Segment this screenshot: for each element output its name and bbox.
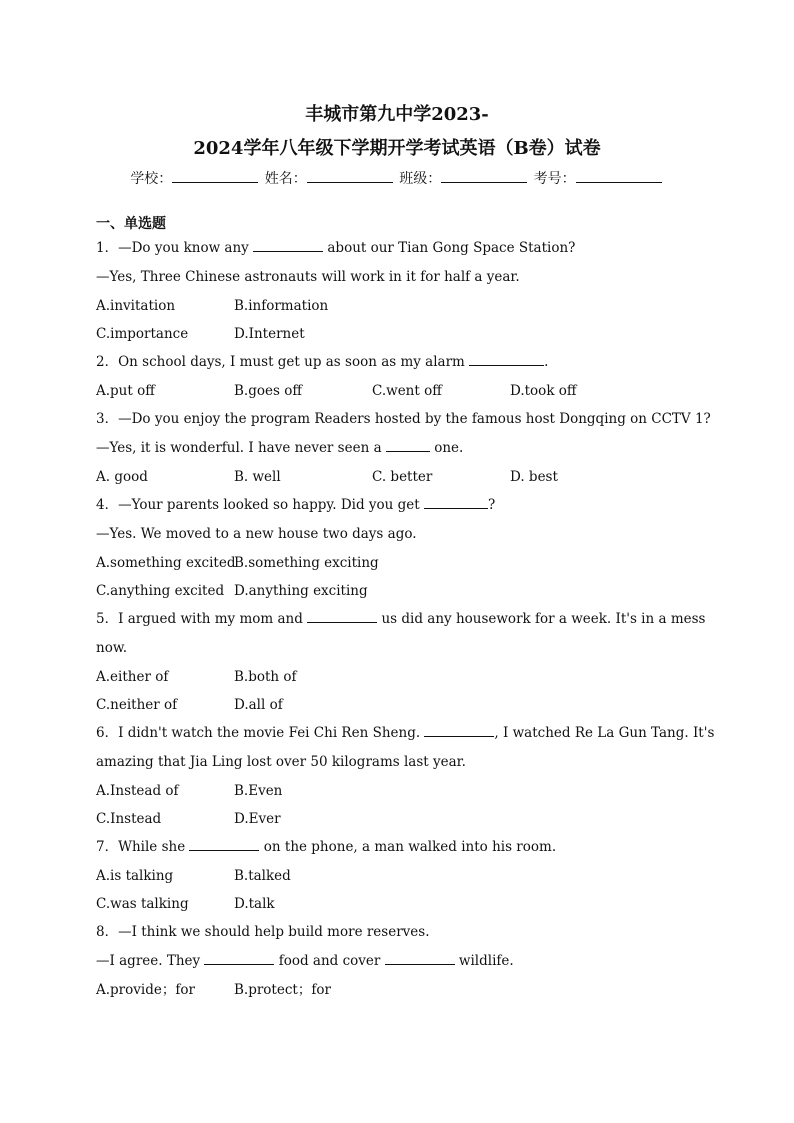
question-8: 8．—I think we should help build more reserves.	[96, 924, 430, 940]
option-b: B.both of	[234, 669, 297, 685]
question-3-options	[96, 463, 698, 491]
question-6-continued: amazing that Jia Ling lost over 50 kilograms last year.	[96, 754, 466, 770]
question-5-continued: now.	[96, 640, 128, 656]
question-1-options-2	[96, 320, 698, 348]
option-d: D.all of	[234, 697, 283, 713]
option-c: C.went off	[372, 383, 442, 399]
answer-blank	[307, 608, 377, 623]
answer-blank	[189, 836, 259, 851]
option-d: D.Ever	[234, 811, 281, 827]
option-d: D. best	[510, 469, 558, 485]
option-a: A.put off	[96, 383, 155, 399]
question-4-reply: —Yes. We moved to a new house two days ago.	[96, 526, 417, 542]
option-d: D.took off	[510, 383, 577, 399]
student-info-row	[96, 168, 698, 190]
question-7-options	[96, 862, 698, 890]
answer-blank	[469, 351, 544, 366]
exam-number-label: 考号：	[533, 171, 576, 187]
option-d: D.anything exciting	[234, 583, 368, 599]
exam-number-blank[interactable]	[576, 168, 662, 183]
section-heading: 一、单选题	[96, 216, 166, 232]
question-2: 2．On school days, I must get up as soon as my alarm .	[96, 348, 698, 377]
option-a: A.invitation	[96, 298, 176, 314]
question-1-reply: —Yes, Three Chinese astronauts will work in it for half a year.	[96, 269, 520, 285]
option-b: B.information	[234, 298, 329, 314]
question-4: 4．—Your parents looked so happy. Did you get ?	[96, 491, 698, 520]
option-c: C.neither of	[96, 697, 178, 713]
question-8-options	[96, 976, 698, 1004]
option-a: A.Instead of	[96, 783, 179, 799]
question-8-reply: —I agree. They food and cover wildlife.	[96, 947, 698, 976]
answer-blank-2	[385, 950, 455, 965]
option-c: C.Instead	[96, 811, 162, 827]
question-7: 7．While she on the phone, a man walked into his room.	[96, 833, 698, 862]
class-label: 班级：	[399, 171, 442, 187]
question-6-options-2	[96, 805, 698, 833]
exam-title-line2: 2024学年八年级下学期开学考试英语（B卷）试卷	[193, 138, 601, 159]
option-d: D.talk	[234, 896, 275, 912]
question-1: 1．—Do you know any about our Tian Gong Space Station?	[96, 234, 698, 263]
answer-blank	[386, 437, 430, 452]
question-3: 3．—Do you enjoy the program Readers hosted by the famous host Dongqing on CCTV 1?	[96, 411, 711, 427]
answer-blank	[424, 722, 494, 737]
option-c: C. better	[372, 469, 433, 485]
question-6: 6．I didn't watch the movie Fei Chi Ren Sheng. , I watched Re La Gun Tang. It's	[96, 719, 698, 748]
question-1-options	[96, 292, 698, 320]
option-b: B.protect；for	[234, 982, 331, 998]
option-c: C.importance	[96, 326, 189, 342]
name-blank[interactable]	[307, 168, 393, 183]
option-b: B.talked	[234, 868, 291, 884]
name-label: 姓名：	[264, 171, 307, 187]
question-4-options-2	[96, 577, 698, 605]
option-d: D.Internet	[234, 326, 305, 342]
question-5: 5．I argued with my mom and us did any housework for a week. It's in a mess	[96, 605, 698, 634]
option-a: A.provide；for	[96, 982, 195, 998]
answer-blank	[253, 237, 323, 252]
question-5-options-2	[96, 691, 698, 719]
option-b: B.something exciting	[234, 555, 379, 571]
option-a: A. good	[96, 469, 148, 485]
answer-blank	[424, 494, 488, 509]
question-7-options-2	[96, 890, 698, 918]
option-c: C.was talking	[96, 896, 189, 912]
answer-blank	[204, 950, 274, 965]
exam-title-line1: 丰城市第九中学2023-	[305, 104, 489, 125]
question-5-options	[96, 663, 698, 691]
option-a: A.something excited	[96, 555, 236, 571]
option-b: B. well	[234, 469, 281, 485]
option-a: A.either of	[96, 669, 169, 685]
option-c: C.anything excited	[96, 583, 225, 599]
option-b: B.Even	[234, 783, 283, 799]
question-4-options	[96, 549, 698, 577]
question-6-options	[96, 777, 698, 805]
school-blank[interactable]	[172, 168, 258, 183]
school-label: 学校：	[130, 171, 173, 187]
question-3-reply: —Yes, it is wonderful. I have never seen a one.	[96, 434, 698, 463]
question-2-options	[96, 377, 698, 405]
option-a: A.is talking	[96, 868, 174, 884]
class-blank[interactable]	[441, 168, 527, 183]
option-b: B.goes off	[234, 383, 302, 399]
